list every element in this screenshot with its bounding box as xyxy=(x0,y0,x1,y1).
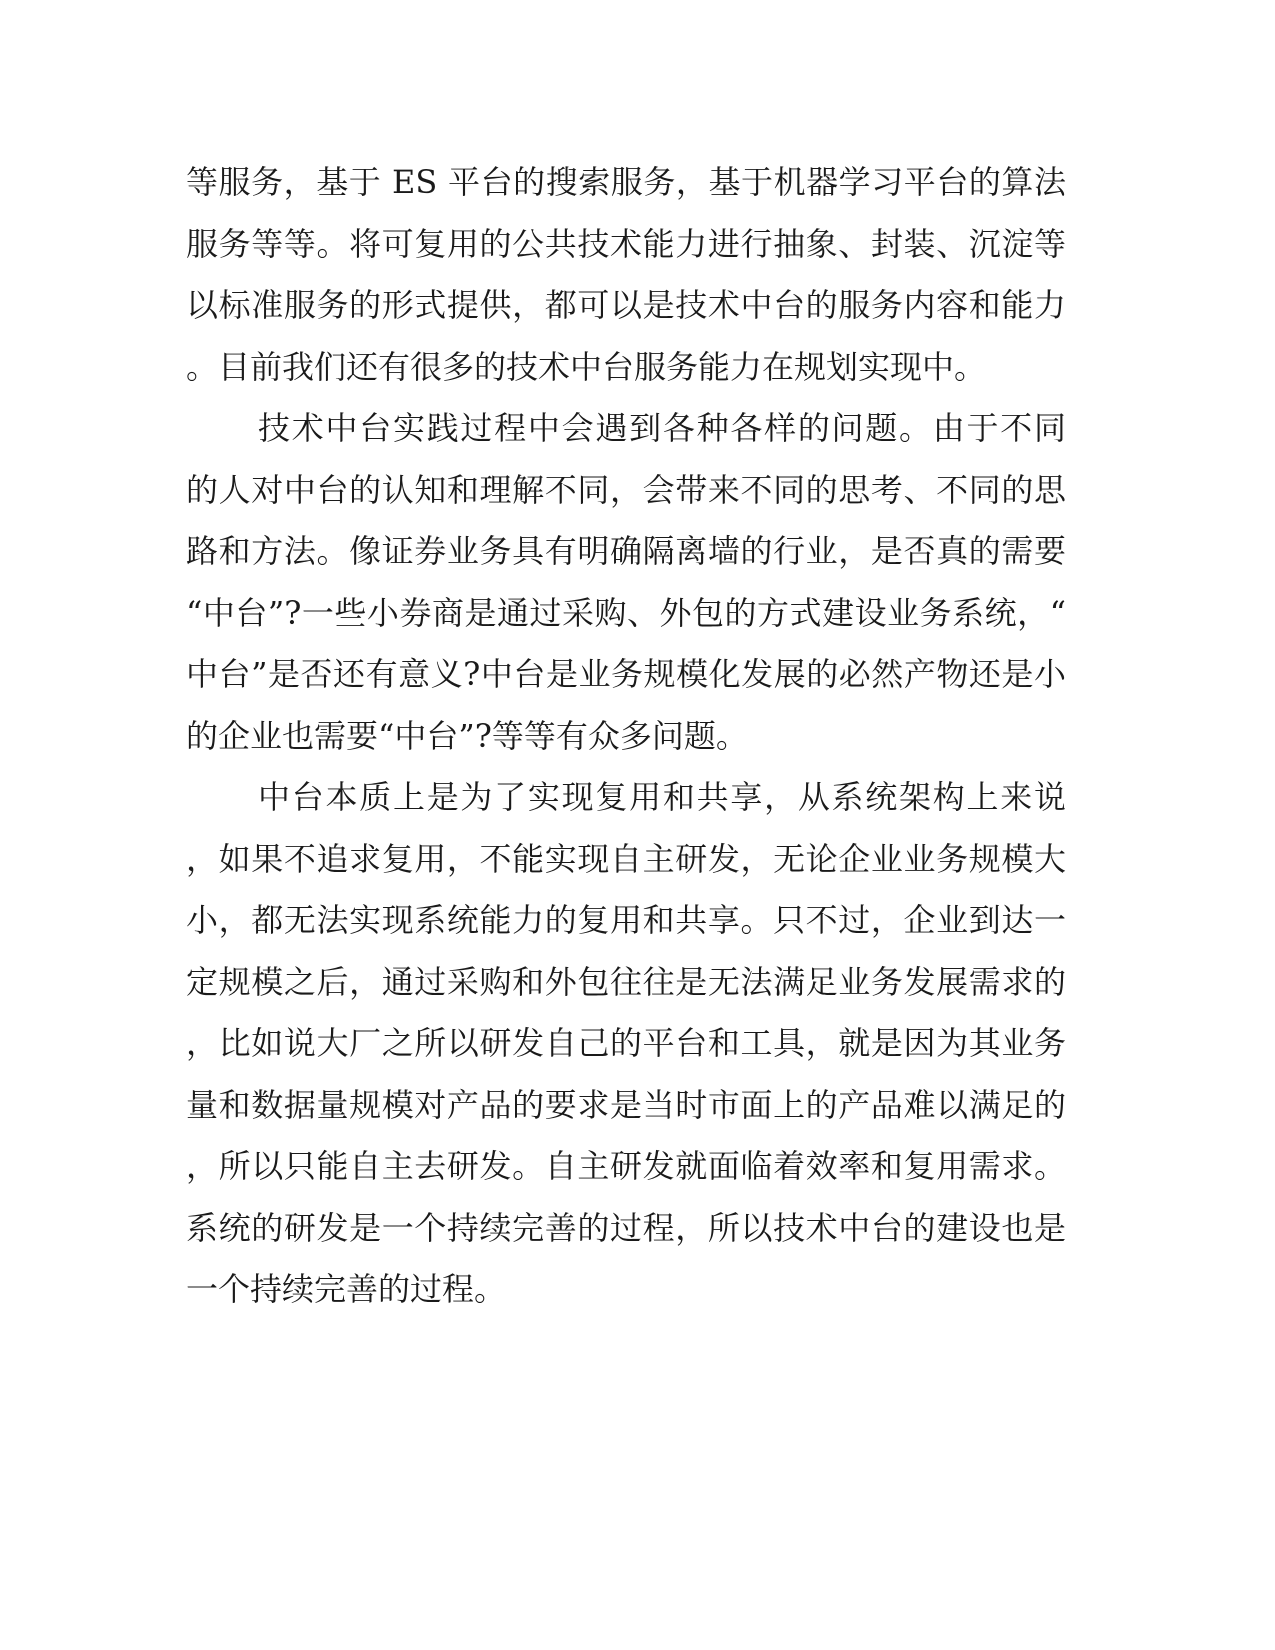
text-line: 服务等等。将可复用的公共技术能力进行抽象、封装、沉淀等 xyxy=(186,224,1066,263)
paragraph-3 xyxy=(186,767,1066,1321)
body-text xyxy=(186,152,1066,1321)
text-line: 路和方法。像证券业务具有明确隔离墙的行业，是否真的需要 xyxy=(186,532,1066,570)
paragraph-2 xyxy=(186,398,1066,767)
text-line: 中台”是否还有意义?中台是业务规模化发展的必然产物还是小 xyxy=(186,655,1066,693)
text-line: 定规模之后，通过采购和外包往往是无法满足业务发展需求的 xyxy=(186,962,1066,1001)
text-line: 等服务，基于 ES 平台的搜索服务，基于机器学习平台的算法 xyxy=(186,163,1066,201)
text-line: 中台本质上是为了实现复用和共享，从系统架构上来说 xyxy=(258,778,1066,816)
text-line: 以标准服务的形式提供，都可以是技术中台的服务内容和能力 xyxy=(186,286,1066,324)
text-line: 系统的研发是一个持续完善的过程，所以技术中台的建设也是 xyxy=(186,1208,1066,1247)
text-line: 的人对中台的认知和理解不同，会带来不同的思考、不同的思 xyxy=(186,470,1066,509)
text-line: 的企业也需要“中台”?等等有众多问题。 xyxy=(186,716,748,755)
text-line: 量和数据量规模对产品的要求是当时市面上的产品难以满足的 xyxy=(186,1085,1066,1124)
text-line: ，如果不追求复用，不能实现自主研发，无论企业业务规模大 xyxy=(186,839,1066,878)
text-line: ，所以只能自主去研发。自主研发就面临着效率和复用需求。 xyxy=(186,1147,1066,1185)
text-line: 技术中台实践过程中会遇到各种各样的问题。由于不同 xyxy=(258,409,1066,447)
text-line: “中台”?一些小券商是通过采购、外包的方式建设业务系统，“ xyxy=(186,593,1066,632)
text-line: 小，都无法实现系统能力的复用和共享。只不过，企业到达一 xyxy=(186,901,1066,939)
paragraph-1 xyxy=(186,152,1066,398)
text-line: ，比如说大厂之所以研发自己的平台和工具，就是因为其业务 xyxy=(186,1024,1066,1062)
text-line: 。目前我们还有很多的技术中台服务能力在规划实现中。 xyxy=(186,347,987,386)
text-line: 一个持续完善的过程。 xyxy=(186,1270,507,1308)
